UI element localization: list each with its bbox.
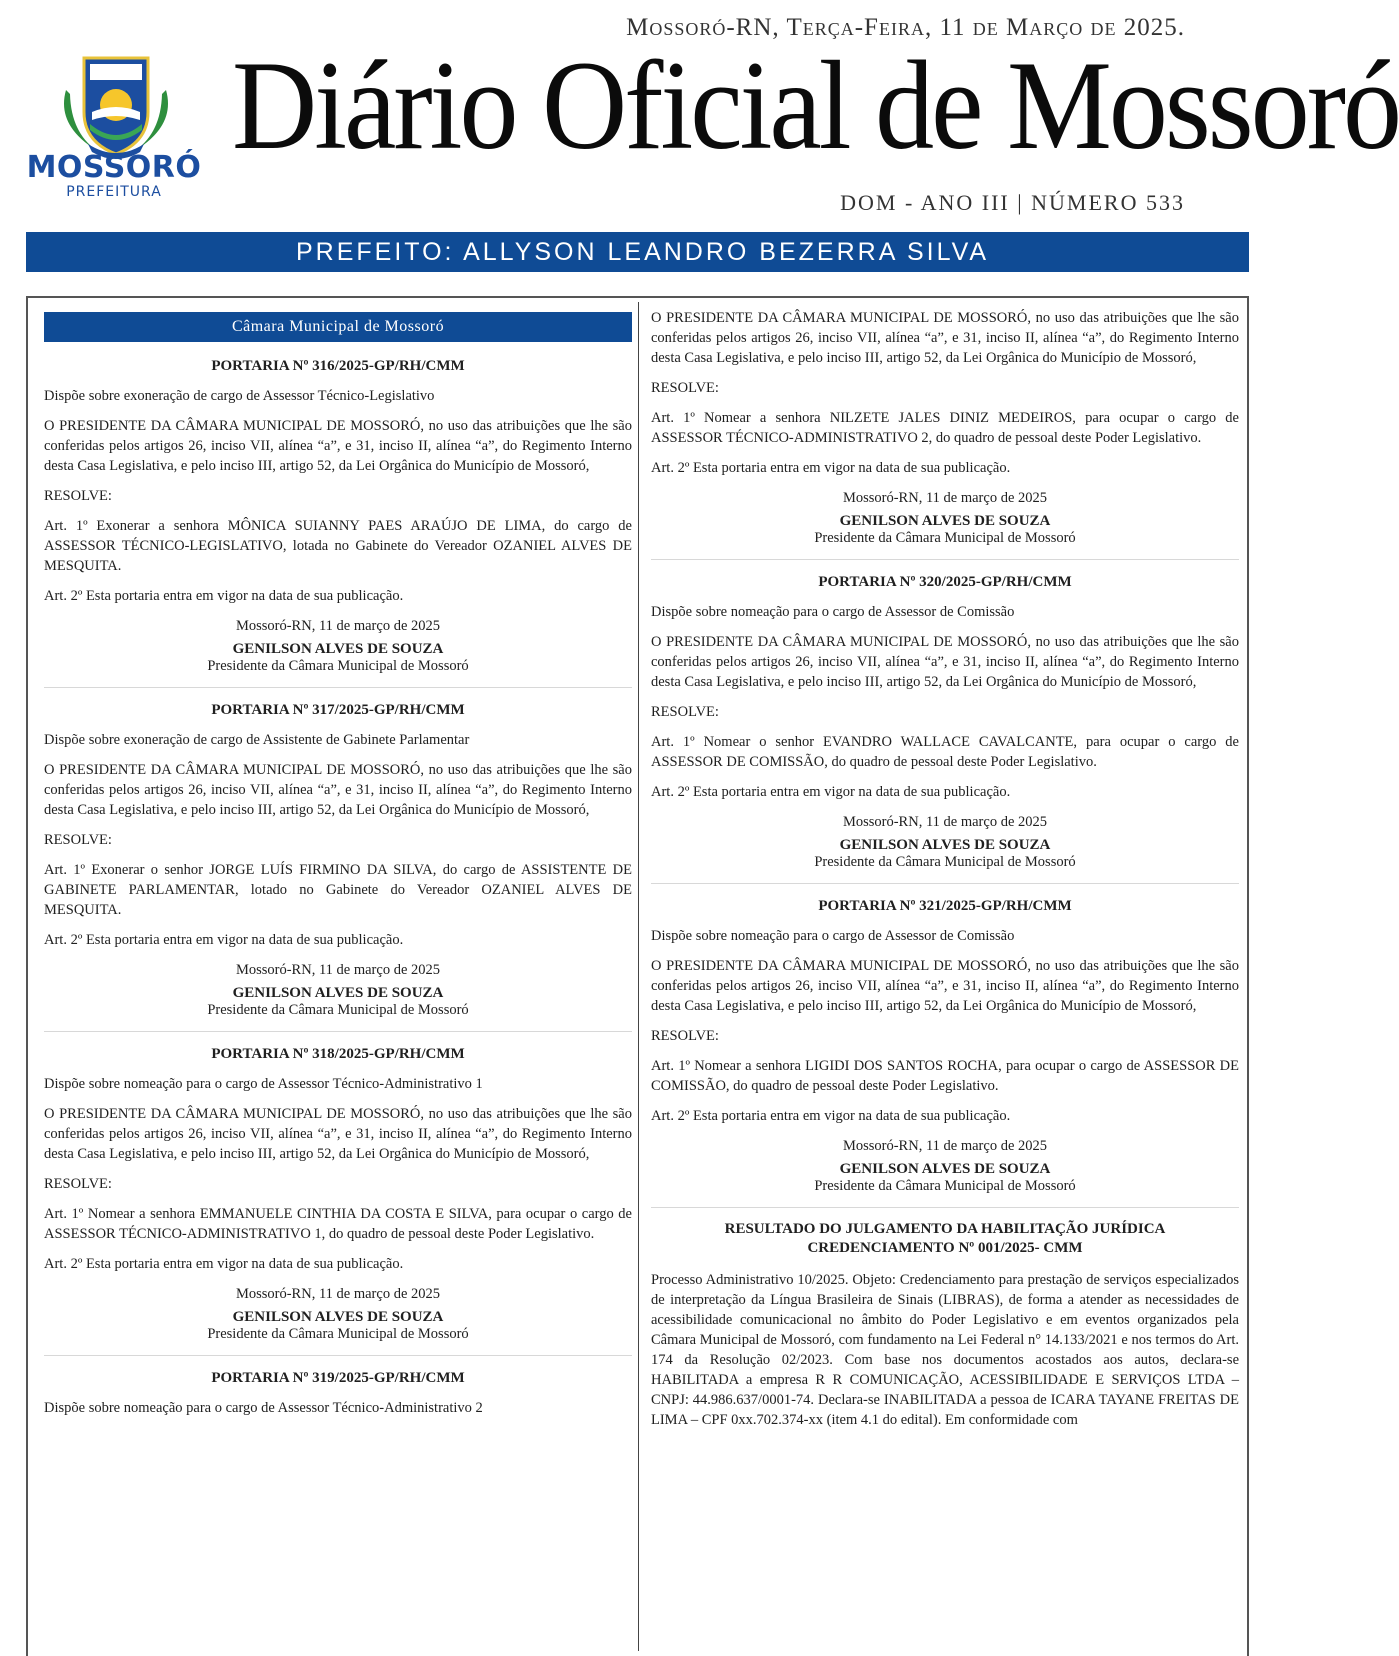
doc-subject: Dispõe sobre nomeação para o cargo de Assessor de Comissão [651, 928, 1015, 944]
doc-title: PORTARIA Nº 321/2025-GP/RH/CMM [818, 898, 1072, 914]
portaria-318 [44, 1044, 632, 1356]
doc-article-1: Art. 1º Exonerar o senhor JORGE LUÍS FIRMINO DA SILVA, do cargo de ASSISTENTE DE GABINETE PARLAMENTAR, lotado no Gabinete do Vereador OZANIEL ALVES DE MESQUITA. [44, 862, 632, 918]
edition-number: DOM - ANO III | NÚMERO 533 [840, 190, 1185, 215]
doc-title: PORTARIA Nº 318/2025-GP/RH/CMM [211, 1046, 465, 1062]
doc-article-2: Art. 2º Esta portaria entra em vigor na data de sua publicação. [44, 1256, 404, 1272]
doc-signer: GENILSON ALVES DE SOUZA [232, 985, 444, 1001]
doc-article-1: Art. 1º Nomear o senhor EVANDRO WALLACE CAVALCANTE, para ocupar o cargo de ASSESSOR DE COMISSÃO, do quadro de pessoal deste Poder Legislativo. [651, 734, 1239, 770]
result-title [651, 1220, 1239, 1258]
doc-date: Mossoró-RN, 11 de março de 2025 [235, 618, 441, 634]
doc-article-1: Art. 1º Nomear a senhora NILZETE JALES DINIZ MEDEIROS, para ocupar o cargo de ASSESSOR TÉCNICO-ADMINISTRATIVO 2, do quadro de pessoal deste Poder Legislativo. [651, 410, 1239, 446]
doc-preamble: O PRESIDENTE DA CÂMARA MUNICIPAL DE MOSSORÓ, no uso das atribuições que lhe são conferidas pelos artigos 26, inciso VII, alínea “a”, e 31, inciso II, alínea “a”, do Regimento Interno desta Casa Legislativa, e pelo inciso III, artigo 52, da Lei Orgânica do Município de Mossoró, [651, 958, 1239, 1014]
doc-resolve: RESOLVE: [44, 1176, 112, 1192]
doc-signer: GENILSON ALVES DE SOUZA [232, 641, 444, 657]
doc-signer: GENILSON ALVES DE SOUZA [232, 1309, 444, 1325]
doc-signer: GENILSON ALVES DE SOUZA [839, 837, 1051, 853]
doc-subject: Dispõe sobre nomeação para o cargo de Assessor de Comissão [651, 604, 1015, 620]
doc-date: Mossoró-RN, 11 de março de 2025 [842, 490, 1048, 506]
column-divider [638, 302, 639, 1651]
doc-title: PORTARIA Nº 316/2025-GP/RH/CMM [211, 358, 465, 374]
result-body: Processo Administrativo 10/2025. Objeto: Credenciamento para prestação de serviços especializados de interpretação da Língua Brasileira de Sinais (LIBRAS), de forma a atender as necessidades de acessibilidade comunicacional no âmbito do Poder Legislativo e em eventos organizados pela Câmara Municipal de Mossoró, com fundamento na Lei Federal n° 14.133/2021 e nos termos do Art. 174 da Resolução 02/2023. Com base nos documentos acostados aos autos, declara-se HABILITADA a empresa R R COMUNICAÇÃO, ACESSIBILIDADE E SERVIÇOS LTDA – CNPJ: 44.986.637/0001-74. Declara-se INABILITADA a pessoa de ICARA TAYANE FREITAS DE LIMA – CPF 0xx.702.374-xx (item 4.1 do edital). Em conformidade com [651, 1272, 1239, 1428]
page-header [0, 0, 1399, 230]
mayor-banner: PREFEITO: ALLYSON LEANDRO BEZERRA SILVA [26, 232, 1249, 272]
doc-article-1: Art. 1º Nomear a senhora EMMANUELE CINTHIA DA COSTA E SILVA, para ocupar o cargo de ASSESSOR TÉCNICO-ADMINISTRATIVO 1, do quadro de pessoal deste Poder Legislativo. [44, 1206, 632, 1242]
issue-date: Mossoró-RN, Terça-Feira, 11 de Março de 2025. [626, 14, 1185, 41]
portaria-317 [44, 700, 632, 1032]
result-title-line-1: RESULTADO DO JULGAMENTO DA HABILITAÇÃO JURÍDICA [724, 1221, 1166, 1237]
logo-subtitle: PREFEITURA [66, 184, 162, 200]
logo-city-name: MOSSORÓ [26, 150, 202, 185]
doc-article-1: Art. 1º Nomear a senhora LIGIDI DOS SANTOS ROCHA, para ocupar o cargo de ASSESSOR DE COMISSÃO, do quadro de pessoal deste Poder Legislativo. [651, 1058, 1239, 1094]
left-column [44, 312, 632, 1452]
doc-resolve: RESOLVE: [651, 1028, 719, 1044]
doc-signer-role: Presidente da Câmara Municipal de Mossoró [814, 1178, 1076, 1194]
doc-preamble: O PRESIDENTE DA CÂMARA MUNICIPAL DE MOSSORÓ, no uso das atribuições que lhe são conferidas pelos artigos 26, inciso VII, alínea “a”, e 31, inciso II, alínea “a”, do Regimento Interno desta Casa Legislativa, e pelo inciso III, artigo 52, da Lei Orgânica do Município de Mossoró, [651, 310, 1239, 366]
doc-preamble: O PRESIDENTE DA CÂMARA MUNICIPAL DE MOSSORÓ, no uso das atribuições que lhe são conferidas pelos artigos 26, inciso VII, alínea “a”, e 31, inciso II, alínea “a”, do Regimento Interno desta Casa Legislativa, e pelo inciso III, artigo 52, da Lei Orgânica do Município de Mossoró, [651, 634, 1239, 690]
doc-subject: Dispõe sobre nomeação para o cargo de Assessor Técnico-Administrativo 2 [44, 1400, 483, 1416]
doc-signer-role: Presidente da Câmara Municipal de Mossoró [207, 658, 469, 674]
doc-signer-role: Presidente da Câmara Municipal de Mossoró [814, 530, 1076, 546]
doc-preamble: O PRESIDENTE DA CÂMARA MUNICIPAL DE MOSSORÓ, no uso das atribuições que lhe são conferidas pelos artigos 26, inciso VII, alínea “a”, e 31, inciso II, alínea “a”, do Regimento Interno desta Casa Legislativa, e pelo inciso III, artigo 52, da Lei Orgânica do Município de Mossoró, [44, 1106, 632, 1162]
portaria-319-continued [651, 308, 1239, 560]
doc-article-2: Art. 2º Esta portaria entra em vigor na data de sua publicação. [651, 1108, 1011, 1124]
doc-signer-role: Presidente da Câmara Municipal de Mossoró [207, 1002, 469, 1018]
portaria-319-start [44, 1368, 632, 1440]
section-title: Câmara Municipal de Mossoró [44, 312, 632, 342]
result-title-line-2: CREDENCIAMENTO Nº 001/2025- CMM [807, 1240, 1083, 1256]
doc-title: PORTARIA Nº 317/2025-GP/RH/CMM [211, 702, 465, 718]
doc-title: PORTARIA Nº 320/2025-GP/RH/CMM [818, 574, 1072, 590]
doc-date: Mossoró-RN, 11 de março de 2025 [235, 1286, 441, 1302]
doc-date: Mossoró-RN, 11 de março de 2025 [842, 814, 1048, 830]
portaria-320 [651, 572, 1239, 884]
doc-resolve: RESOLVE: [44, 832, 112, 848]
portaria-321 [651, 896, 1239, 1208]
doc-subject: Dispõe sobre exoneração de cargo de Assistente de Gabinete Parlamentar [44, 732, 470, 748]
doc-article-1: Art. 1º Exonerar a senhora MÔNICA SUIANNY PAES ARAÚJO DE LIMA, do cargo de ASSESSOR TÉCNICO-LEGISLATIVO, lotada no Gabinete do Vereador OZANIEL ALVES DE MESQUITA. [44, 518, 632, 574]
doc-article-2: Art. 2º Esta portaria entra em vigor na data de sua publicação. [651, 784, 1011, 800]
portaria-316 [44, 356, 632, 688]
doc-preamble: O PRESIDENTE DA CÂMARA MUNICIPAL DE MOSSORÓ, no uso das atribuições que lhe são conferidas pelos artigos 26, inciso VII, alínea “a”, e 31, inciso II, alínea “a”, do Regimento Interno desta Casa Legislativa, e pelo inciso III, artigo 52, da Lei Orgânica do Município de Mossoró, [44, 418, 632, 474]
habilitacao-result [651, 1220, 1239, 1452]
doc-signer-role: Presidente da Câmara Municipal de Mossoró [814, 854, 1076, 870]
doc-subject: Dispõe sobre nomeação para o cargo de Assessor Técnico-Administrativo 1 [44, 1076, 483, 1092]
doc-signer-role: Presidente da Câmara Municipal de Mossoró [207, 1326, 469, 1342]
doc-title: PORTARIA Nº 319/2025-GP/RH/CMM [211, 1370, 465, 1386]
newspaper-masthead: Diário Oficial de Mossoró [232, 34, 1399, 176]
doc-signer: GENILSON ALVES DE SOUZA [839, 1161, 1051, 1177]
doc-resolve: RESOLVE: [44, 488, 112, 504]
doc-article-2: Art. 2º Esta portaria entra em vigor na data de sua publicação. [651, 460, 1011, 476]
doc-subject: Dispõe sobre exoneração de cargo de Assessor Técnico-Legislativo [44, 388, 435, 404]
doc-date: Mossoró-RN, 11 de março de 2025 [842, 1138, 1048, 1154]
doc-article-2: Art. 2º Esta portaria entra em vigor na data de sua publicação. [44, 588, 404, 604]
right-column [651, 308, 1239, 1464]
doc-preamble: O PRESIDENTE DA CÂMARA MUNICIPAL DE MOSSORÓ, no uso das atribuições que lhe são conferidas pelos artigos 26, inciso VII, alínea “a”, e 31, inciso II, alínea “a”, do Regimento Interno desta Casa Legislativa, e pelo inciso III, artigo 52, da Lei Orgânica do Município de Mossoró, [44, 762, 632, 818]
doc-date: Mossoró-RN, 11 de março de 2025 [235, 962, 441, 978]
doc-article-2: Art. 2º Esta portaria entra em vigor na data de sua publicação. [44, 932, 404, 948]
doc-resolve: RESOLVE: [651, 704, 719, 720]
doc-resolve: RESOLVE: [651, 380, 719, 396]
doc-signer: GENILSON ALVES DE SOUZA [839, 513, 1051, 529]
